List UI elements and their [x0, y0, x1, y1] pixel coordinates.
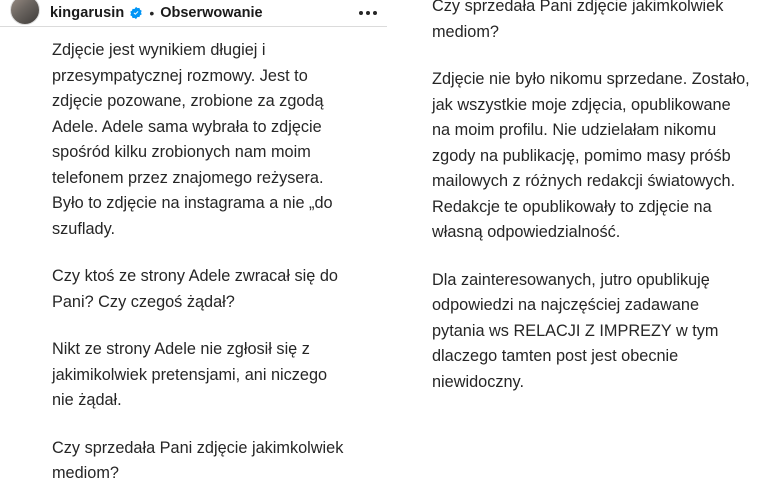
caption-paragraph: Czy sprzedała Pani zdjęcie jakimkolwiek mediom?	[432, 0, 724, 41]
verified-badge-icon	[129, 6, 143, 20]
caption-paragraph: Czy sprzedała Pani zdjęcie jakimkolwiek mediom?	[52, 438, 344, 482]
caption-left-text	[52, 38, 352, 487]
username-label[interactable]: kingarusin	[50, 5, 125, 21]
caption-paragraph: Nikt ze strony Adele nie zgłosił się z jakimikolwiek pretensjami, ani niczego nie żądał.	[52, 340, 328, 409]
follow-button[interactable]: Obserwowanie	[160, 5, 263, 21]
caption-paragraph: Czy ktoś ze strony Adele zwracał się do Pani? Czy czegoś żądał?	[52, 267, 338, 311]
post-left-column	[0, 0, 387, 482]
caption-paragraph: Zdjęcie jest wynikiem długiej i przesympatycznej rozmowy. Jest to zdjęcie pozowane, zrobione za zgodą Adele. Adele sama wybrała to zdjęcie spośród kilku zrobionych nam moim telefonem przez znajomego reżysera. Było to zdjęcie na instagrama a nie „do szuflady.	[52, 41, 333, 238]
avatar[interactable]	[10, 0, 40, 25]
header-separator: •	[149, 5, 155, 21]
post-header	[0, 0, 387, 26]
caption-paragraph: Zdjęcie nie było nikomu sprzedane. Zostało, jak wszystkie moje zdjęcia, opublikowane na moim profilu. Nie udzielałam nikomu zgody na publikację, pomimo masy próśb mailowych z różnych redakcji światowych. Redakcje te opublikowały to zdjęcie na własną odpowiedzialność.	[432, 70, 750, 241]
more-options-icon[interactable]	[359, 11, 379, 15]
header-divider	[0, 26, 387, 27]
caption-right-text	[432, 0, 752, 395]
caption-paragraph: Dla zainteresowanych, jutro opublikuję odpowiedzi na najczęściej zadawane pytania ws RELACJI Z IMPREZY w tym dlaczego tamten post jest obecnie niewidoczny.	[432, 270, 719, 391]
post-right-column	[387, 0, 774, 441]
